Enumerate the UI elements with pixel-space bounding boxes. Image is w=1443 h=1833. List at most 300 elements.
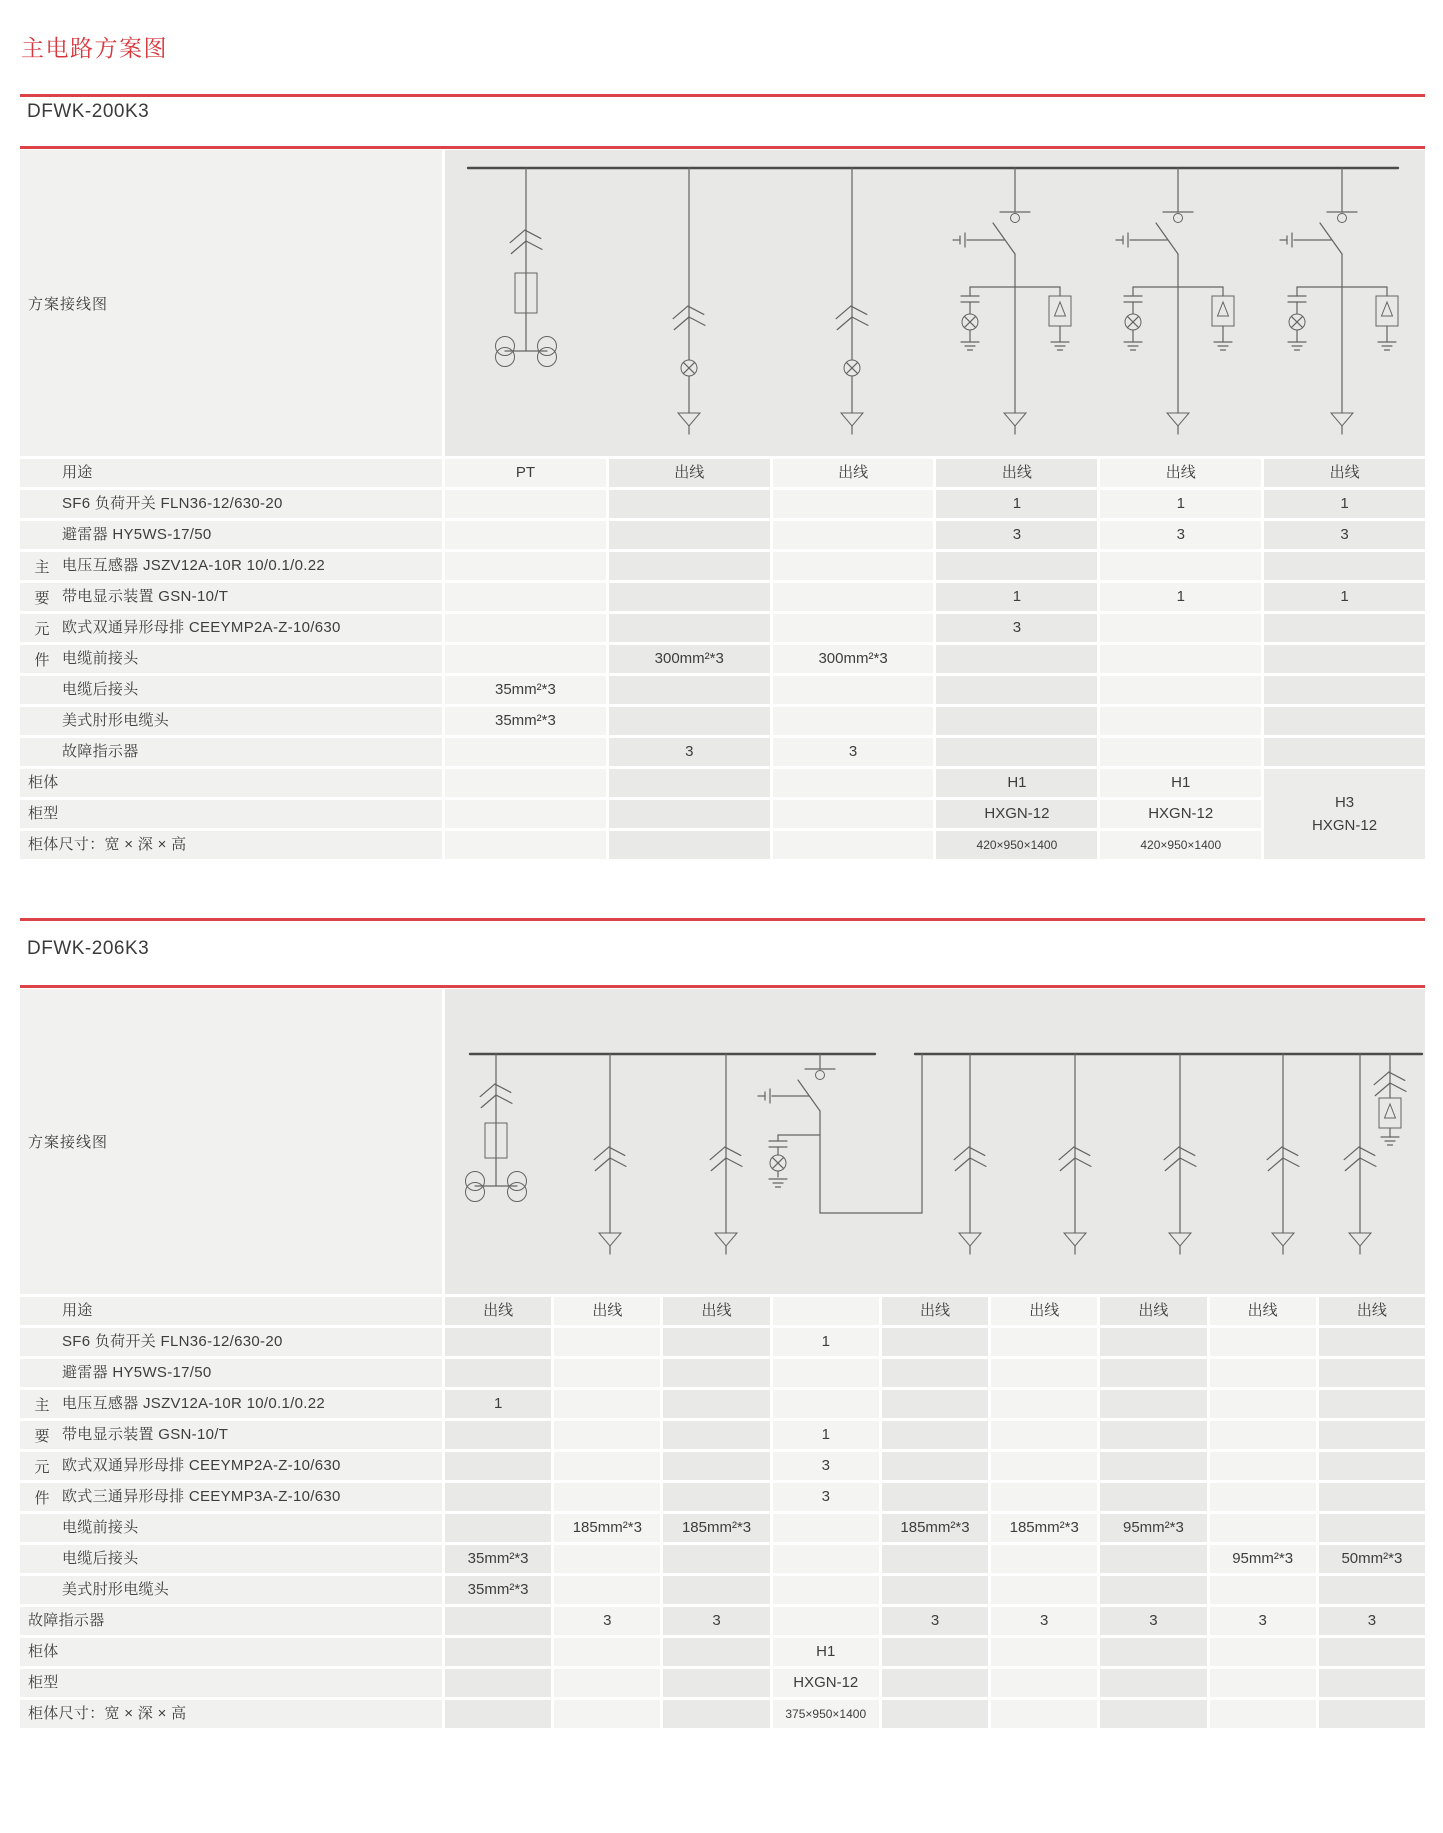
value-cell: [1319, 1390, 1425, 1418]
group-label-char: 主: [34, 1396, 50, 1414]
table-row: [20, 552, 1425, 580]
value-cell: [1100, 552, 1261, 580]
value-cell: [1100, 645, 1261, 673]
row-label: 电压互感器 JSZV12A-10R 10/0.1/0.22: [20, 1390, 442, 1418]
usage-row: [20, 459, 1425, 487]
schematic-bay-load-switch: [1116, 168, 1234, 434]
red-rule: [20, 918, 1425, 921]
column-header: 出线: [1264, 459, 1425, 487]
value-cell: 35mm²*3: [445, 676, 606, 704]
value-cell: 3: [1100, 521, 1261, 549]
value-cell: [663, 1359, 769, 1387]
value-cell: [773, 707, 934, 735]
row-label: 电压互感器 JSZV12A-10R 10/0.1/0.22: [20, 552, 442, 580]
value-cell: [991, 1545, 1097, 1573]
value-cell: [663, 1421, 769, 1449]
value-cell: 50mm²*3: [1319, 1545, 1425, 1573]
value-cell: [1319, 1483, 1425, 1511]
schematic-bay-load-switch: [953, 168, 1071, 434]
red-rule: [20, 94, 1425, 97]
value-cell: [773, 1607, 879, 1635]
table-row: [20, 1514, 1425, 1542]
row-label: SF6 负荷开关 FLN36-12/630-20: [20, 1328, 442, 1356]
schematic-bay-out-lamp: [672, 168, 705, 434]
value-cell: [991, 1638, 1097, 1666]
value-cell: [663, 1669, 769, 1697]
value-cell: [773, 1576, 879, 1604]
table-row: [20, 738, 1425, 766]
cabinet-merged-line: H3: [1334, 794, 1355, 811]
value-cell: [554, 1483, 660, 1511]
row-label: 柜体尺寸：宽 × 深 × 高: [20, 1700, 442, 1728]
value-cell: [773, 490, 934, 518]
value-cell: [1319, 1328, 1425, 1356]
row-label: 带电显示装置 GSN-10/T: [20, 1421, 442, 1449]
value-cell: 3: [773, 1452, 879, 1480]
table-row: [20, 800, 1425, 828]
value-cell: [1210, 1669, 1316, 1697]
scheme-diagram-band-1: [20, 150, 1425, 456]
value-cell: [773, 831, 934, 859]
schematic-bay-out: [953, 1054, 986, 1254]
value-cell: HXGN-12: [773, 1669, 879, 1697]
table-row: [20, 583, 1425, 611]
value-cell: [445, 1700, 551, 1728]
column-header: [773, 1297, 879, 1325]
value-cell: [882, 1483, 988, 1511]
schematic-bay-out: [709, 1054, 742, 1254]
value-cell: [445, 1328, 551, 1356]
table-row: [20, 521, 1425, 549]
value-cell: [773, 1390, 879, 1418]
diagram-label-cell: [20, 989, 442, 1294]
value-cell: 1: [1264, 490, 1425, 518]
value-cell: 185mm²*3: [554, 1514, 660, 1542]
value-cell: [773, 676, 934, 704]
column-header: 出线: [609, 459, 770, 487]
value-cell: 420×950×1400: [936, 831, 1097, 859]
value-cell: [991, 1700, 1097, 1728]
schematic-bay-pt: [466, 1054, 527, 1202]
row-label: 柜体尺寸：宽 × 深 × 高: [20, 831, 442, 859]
value-cell: 3: [882, 1607, 988, 1635]
row-label: 欧式三通异形母排 CEEYMP3A-Z-10/630: [20, 1483, 442, 1511]
value-cell: [882, 1669, 988, 1697]
value-cell: [554, 1359, 660, 1387]
value-cell: 1: [1100, 583, 1261, 611]
row-label: 美式肘形电缆头: [20, 1576, 442, 1604]
value-cell: [445, 1638, 551, 1666]
value-cell: 3: [936, 614, 1097, 642]
row-label: 避雷器 HY5WS-17/50: [20, 1359, 442, 1387]
value-cell: 3: [1210, 1607, 1316, 1635]
column-header: 出线: [1210, 1297, 1316, 1325]
table-row: [20, 676, 1425, 704]
section-model-2: DFWK-206K3: [27, 938, 150, 959]
row-label: 美式肘形电缆头: [20, 707, 442, 735]
value-cell: H1: [1100, 769, 1261, 797]
table-row: [20, 1421, 1425, 1449]
value-cell: 1: [1264, 583, 1425, 611]
value-cell: [445, 490, 606, 518]
value-cell: [1264, 707, 1425, 735]
value-cell: [991, 1328, 1097, 1356]
value-cell: [1100, 1700, 1206, 1728]
value-cell: 35mm²*3: [445, 1545, 551, 1573]
schematic: [445, 150, 1425, 456]
value-cell: H1: [773, 1638, 879, 1666]
value-cell: [773, 800, 934, 828]
value-cell: [773, 552, 934, 580]
row-label: 柜型: [20, 800, 442, 828]
value-cell: 3: [554, 1607, 660, 1635]
value-cell: 3: [773, 1483, 879, 1511]
value-cell: 95mm²*3: [1210, 1545, 1316, 1573]
table-row: [20, 645, 1425, 673]
value-cell: [773, 1514, 879, 1542]
value-cell: [773, 521, 934, 549]
value-cell: 185mm²*3: [663, 1514, 769, 1542]
value-cell: [991, 1669, 1097, 1697]
group-label-char: 要: [34, 1427, 50, 1445]
value-cell: [882, 1328, 988, 1356]
value-cell: [1264, 738, 1425, 766]
value-cell: 3: [1319, 1607, 1425, 1635]
table-row: [20, 1576, 1425, 1604]
value-cell: [445, 1514, 551, 1542]
value-cell: HXGN-12: [1100, 800, 1261, 828]
value-cell: [1264, 614, 1425, 642]
value-cell: [936, 676, 1097, 704]
schematic-bay-arrester-stub: [1373, 1054, 1406, 1145]
table-row: [20, 1328, 1425, 1356]
value-cell: [445, 645, 606, 673]
value-cell: [445, 521, 606, 549]
value-cell: [1210, 1638, 1316, 1666]
row-label: 故障指示器: [20, 738, 442, 766]
value-cell: H1: [936, 769, 1097, 797]
value-cell: [663, 1390, 769, 1418]
column-header: 出线: [991, 1297, 1097, 1325]
value-cell: [609, 614, 770, 642]
value-cell: [554, 1576, 660, 1604]
row-label: 柜体: [20, 769, 442, 797]
value-cell: [1210, 1483, 1316, 1511]
row-label: 电缆后接头: [20, 676, 442, 704]
schematic-bay-tie: [758, 1054, 922, 1213]
value-cell: [609, 521, 770, 549]
column-header: 出线: [773, 459, 934, 487]
value-cell: [1100, 1483, 1206, 1511]
row-label: SF6 负荷开关 FLN36-12/630-20: [20, 490, 442, 518]
value-cell: 3: [991, 1607, 1097, 1635]
column-header: 出线: [936, 459, 1097, 487]
value-cell: [882, 1638, 988, 1666]
value-cell: [554, 1700, 660, 1728]
value-cell: [1100, 1638, 1206, 1666]
table-row: [20, 769, 1425, 797]
value-cell: [1100, 1328, 1206, 1356]
group-label-char: 元: [34, 1458, 50, 1476]
value-cell: [1210, 1700, 1316, 1728]
cabinet-merged-line: HXGN-12: [1312, 817, 1378, 834]
table-row: [20, 1669, 1425, 1697]
value-cell: [1319, 1452, 1425, 1480]
row-label: 欧式双通异形母排 CEEYMP2A-Z-10/630: [20, 614, 442, 642]
table-row: [20, 707, 1425, 735]
schematic-bay-out: [1343, 1054, 1376, 1254]
schematic: [445, 989, 1425, 1294]
table-row: [20, 831, 1425, 859]
table-row: [20, 1607, 1425, 1635]
value-cell: [1210, 1328, 1316, 1356]
value-cell: [991, 1390, 1097, 1418]
value-cell: 1: [936, 490, 1097, 518]
value-cell: 300mm²*3: [773, 645, 934, 673]
value-cell: 1: [936, 583, 1097, 611]
value-cell: [445, 614, 606, 642]
row-label: 电缆前接头: [20, 645, 442, 673]
value-cell: [663, 1545, 769, 1573]
value-cell: [445, 583, 606, 611]
column-header: 出线: [663, 1297, 769, 1325]
diagram-label: 方案接线图: [28, 1134, 109, 1151]
value-cell: [554, 1390, 660, 1418]
value-cell: 375×950×1400: [773, 1700, 879, 1728]
value-cell: [991, 1576, 1097, 1604]
scheme-diagram-band-2: [20, 989, 1425, 1294]
value-cell: [609, 490, 770, 518]
value-cell: [445, 1669, 551, 1697]
row-label: 电缆前接头: [20, 1514, 442, 1542]
value-cell: [1319, 1669, 1425, 1697]
value-cell: [1210, 1390, 1316, 1418]
column-header: PT: [445, 459, 606, 487]
schematic-bay-out: [1058, 1054, 1091, 1254]
value-cell: 3: [1100, 1607, 1206, 1635]
diagram-label: 方案接线图: [28, 295, 109, 313]
table-row: [20, 1700, 1425, 1728]
value-cell: [773, 614, 934, 642]
value-cell: [445, 831, 606, 859]
row-label: 用途: [20, 459, 442, 487]
schematic-bay-pt: [496, 168, 557, 367]
table-row: [20, 490, 1425, 518]
column-header: 出线: [1319, 1297, 1425, 1325]
value-cell: [554, 1421, 660, 1449]
value-cell: [445, 800, 606, 828]
value-cell: 420×950×1400: [1100, 831, 1261, 859]
value-cell: [1319, 1700, 1425, 1728]
page-title: 主电路方案图: [21, 35, 168, 61]
value-cell: [1264, 676, 1425, 704]
value-cell: [773, 1545, 879, 1573]
value-cell: [663, 1700, 769, 1728]
value-cell: [609, 769, 770, 797]
value-cell: [554, 1638, 660, 1666]
value-cell: [609, 831, 770, 859]
value-cell: [882, 1576, 988, 1604]
value-cell: [663, 1638, 769, 1666]
schematic-bay-out: [593, 1054, 626, 1254]
value-cell: [554, 1545, 660, 1573]
value-cell: [773, 583, 934, 611]
value-cell: 1: [1100, 490, 1261, 518]
cabinet-merged-cell: [1264, 769, 1425, 859]
value-cell: [882, 1421, 988, 1449]
value-cell: [1100, 1421, 1206, 1449]
value-cell: [1319, 1638, 1425, 1666]
value-cell: [554, 1452, 660, 1480]
value-cell: [882, 1452, 988, 1480]
value-cell: [445, 1483, 551, 1511]
value-cell: 3: [773, 738, 934, 766]
value-cell: [882, 1359, 988, 1387]
value-cell: [609, 552, 770, 580]
value-cell: 185mm²*3: [882, 1514, 988, 1542]
value-cell: [991, 1483, 1097, 1511]
red-rule: [20, 985, 1425, 988]
value-cell: [936, 738, 1097, 766]
value-cell: [1100, 738, 1261, 766]
value-cell: [1100, 1359, 1206, 1387]
value-cell: [882, 1390, 988, 1418]
diagram-label-cell: [20, 150, 442, 456]
value-cell: [1100, 614, 1261, 642]
table-row: [20, 614, 1425, 642]
schematic-bay-load-switch: [1280, 168, 1398, 434]
row-label: 柜体: [20, 1638, 442, 1666]
value-cell: [1210, 1576, 1316, 1604]
component-table-2: [20, 1297, 1425, 1731]
value-cell: [773, 1359, 879, 1387]
value-cell: [1100, 707, 1261, 735]
value-cell: [663, 1483, 769, 1511]
row-label: 欧式双通异形母排 CEEYMP2A-Z-10/630: [20, 1452, 442, 1480]
value-cell: [882, 1700, 988, 1728]
value-cell: [609, 676, 770, 704]
value-cell: [663, 1328, 769, 1356]
group-label-char: 元: [34, 620, 50, 638]
value-cell: 185mm²*3: [991, 1514, 1097, 1542]
value-cell: [882, 1545, 988, 1573]
value-cell: 95mm²*3: [1100, 1514, 1206, 1542]
value-cell: [1319, 1359, 1425, 1387]
value-cell: [1210, 1514, 1316, 1542]
value-cell: [554, 1328, 660, 1356]
single-line-diagram-1: [445, 150, 1425, 456]
value-cell: [445, 769, 606, 797]
row-label: 带电显示装置 GSN-10/T: [20, 583, 442, 611]
value-cell: [663, 1576, 769, 1604]
value-cell: [445, 552, 606, 580]
value-cell: [609, 800, 770, 828]
value-cell: [773, 769, 934, 797]
row-label: 电缆后接头: [20, 1545, 442, 1573]
table-row: [20, 1483, 1425, 1511]
value-cell: [1100, 1452, 1206, 1480]
row-label: 避雷器 HY5WS-17/50: [20, 521, 442, 549]
single-line-diagram-2: [445, 989, 1425, 1294]
table-row: [20, 1452, 1425, 1480]
group-label-char: 件: [34, 1489, 50, 1507]
value-cell: [1319, 1421, 1425, 1449]
schematic-bay-out: [1266, 1054, 1299, 1254]
red-rule: [20, 146, 1425, 149]
usage-row: [20, 1297, 1425, 1325]
component-table-1: [20, 459, 1425, 862]
value-cell: 3: [663, 1607, 769, 1635]
section-model-1: DFWK-200K3: [27, 101, 150, 122]
value-cell: [554, 1669, 660, 1697]
value-cell: [991, 1359, 1097, 1387]
value-cell: [1319, 1514, 1425, 1542]
value-cell: [1319, 1576, 1425, 1604]
value-cell: [1100, 1390, 1206, 1418]
value-cell: 3: [936, 521, 1097, 549]
value-cell: [936, 645, 1097, 673]
table-row: [20, 1359, 1425, 1387]
value-cell: 1: [773, 1421, 879, 1449]
group-label-char: 主: [34, 558, 50, 576]
value-cell: 3: [609, 738, 770, 766]
value-cell: 300mm²*3: [609, 645, 770, 673]
value-cell: [1264, 645, 1425, 673]
value-cell: [1210, 1421, 1316, 1449]
value-cell: 1: [773, 1328, 879, 1356]
value-cell: [991, 1452, 1097, 1480]
value-cell: [991, 1421, 1097, 1449]
value-cell: [936, 707, 1097, 735]
value-cell: [445, 1452, 551, 1480]
value-cell: 35mm²*3: [445, 707, 606, 735]
column-header: 出线: [1100, 1297, 1206, 1325]
value-cell: [663, 1452, 769, 1480]
row-label: 故障指示器: [20, 1607, 442, 1635]
schematic-bay-out-lamp: [835, 168, 868, 434]
table-row: [20, 1638, 1425, 1666]
value-cell: [445, 1359, 551, 1387]
value-cell: 3: [1264, 521, 1425, 549]
row-label: 柜型: [20, 1669, 442, 1697]
group-label-char: 要: [34, 589, 50, 607]
value-cell: [1210, 1359, 1316, 1387]
column-header: 出线: [882, 1297, 988, 1325]
value-cell: [445, 738, 606, 766]
value-cell: [445, 1421, 551, 1449]
value-cell: [1100, 676, 1261, 704]
value-cell: 35mm²*3: [445, 1576, 551, 1604]
value-cell: [1100, 1545, 1206, 1573]
value-cell: [1100, 1576, 1206, 1604]
value-cell: [936, 552, 1097, 580]
column-header: 出线: [1100, 459, 1261, 487]
value-cell: HXGN-12: [936, 800, 1097, 828]
table-row: [20, 1545, 1425, 1573]
column-header: 出线: [445, 1297, 551, 1325]
value-cell: [445, 1607, 551, 1635]
value-cell: [609, 583, 770, 611]
group-label-char: 件: [34, 651, 50, 669]
value-cell: [1264, 552, 1425, 580]
table-row: [20, 1390, 1425, 1418]
row-label: 用途: [20, 1297, 442, 1325]
schematic-bay-out: [1163, 1054, 1196, 1254]
value-cell: 1: [445, 1390, 551, 1418]
value-cell: [609, 707, 770, 735]
value-cell: [1210, 1452, 1316, 1480]
value-cell: [1100, 1669, 1206, 1697]
